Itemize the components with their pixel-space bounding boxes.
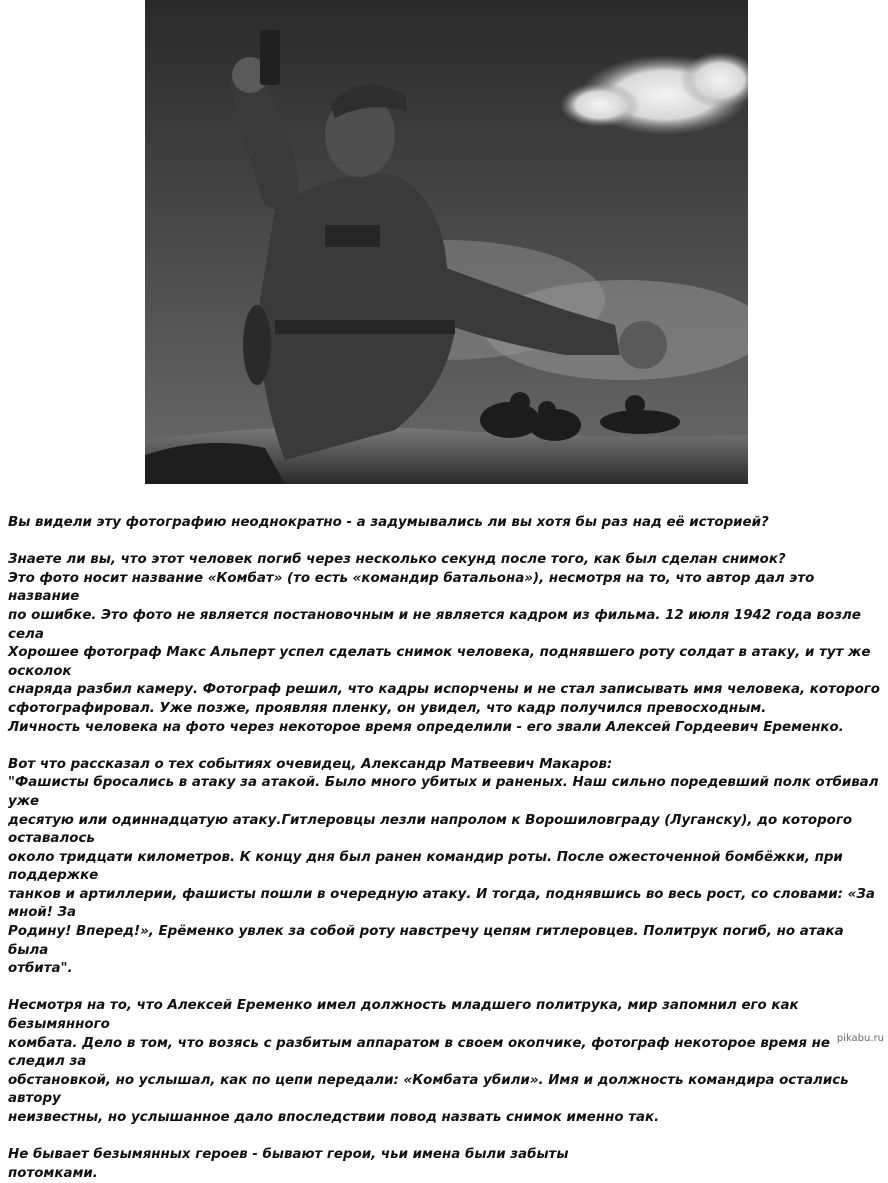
article-text (8, 514, 880, 1183)
paragraph-1-line-6: сфотографировал. Уже позже, проявляя пленку, он увидел, что кадр получился превосходным. (8, 700, 767, 716)
intro-paragraph: Вы видели эту фотографию неоднократно - а задумывались ли вы хотя бы раз над её историей? (8, 515, 769, 530)
paragraph-4-line-2: потомками. (8, 1165, 98, 1181)
paragraph-2-line-1: Вот что рассказал о тех событиях очевидец, Александр Матвеевич Макаров: (8, 756, 613, 772)
paragraph-1-line-5: снаряда разбил камеру. Фотограф решил, что кадры испорчены и не стал записывать имя человека, которого (8, 682, 881, 698)
paragraph-1-line-1: Знаете ли вы, что этот человек погиб через несколько секунд после того, как был сделан снимок? (8, 552, 786, 568)
paragraph-4-line-1: Не бывает безымянных героев - бывают герои, чьи имена были забыты (8, 1147, 569, 1163)
paragraph-1-line-3: по ошибке. Это фото не является постановочным и не является кадром из фильма. 12 июля 1942 года возле села (8, 607, 861, 642)
paragraph-1-line-2: Это фото носит название «Комбат» (то есть «командир батальона»), несмотря на то, что автор дал это название (8, 570, 815, 605)
paragraph-3-line-4: неизвестны, но услышанное дало впоследствии повод назвать снимок именно так. (8, 1110, 660, 1125)
paragraph-2-line-2: "Фашисты бросались в атаку за атакой. Было много убитых и раненых. Наш сильно поредевший полк отбивал уже (8, 775, 879, 809)
paragraph-2-line-4: около тридцати километров. К концу дня был ранен командир роты. После ожесточенной бомбёжки, при поддержке (8, 849, 843, 884)
paragraph-2-line-6: Родину! Вперед!», Ерёменко увлек за собой роту навстречу цепям гитлеровцев. Политрук погиб, но атака была (8, 924, 844, 958)
paragraph-3-line-2: комбата. Дело в том, что возясь с разбитым аппаратом в своем окопчике, фотограф некоторое время не следил за (8, 1035, 831, 1070)
watermark: pikabu.ru (836, 1033, 884, 1044)
paragraph-2-line-7: отбита". (8, 961, 73, 977)
paragraph-2-line-3: десятую или одиннадцатую атаку.Гитлеровцы лезли напролом к Ворошиловграду (Луганску), до которого оставалось (8, 812, 853, 847)
paragraph-1-line-4: Хорошее фотограф Макс Альперт успел сделать снимок человека, поднявшего роту солдат в атаку, и тут же осколок (8, 645, 871, 679)
kombat-photo (145, 0, 748, 484)
paragraph-2-line-5: танков и артиллерии, фашисты пошли в очередную атаку. И тогда, поднявшись во весь рост, со словами: «За мной! За (8, 886, 875, 921)
paragraph-3-line-1: Несмотря на то, что Алексей Еременко имел должность младшего политрука, мир запомнил его как безымянного (8, 998, 799, 1033)
paragraph-3-line-3: обстановкой, но услышал, как по цепи передали: «Комбата убили». Имя и должность командира остались автору (8, 1072, 849, 1107)
paragraph-1-line-7: Личность человека на фото через некоторое время определили - его звали Алексей Гордеевич Еременко. (8, 719, 844, 735)
photo-illustration (145, 0, 748, 484)
